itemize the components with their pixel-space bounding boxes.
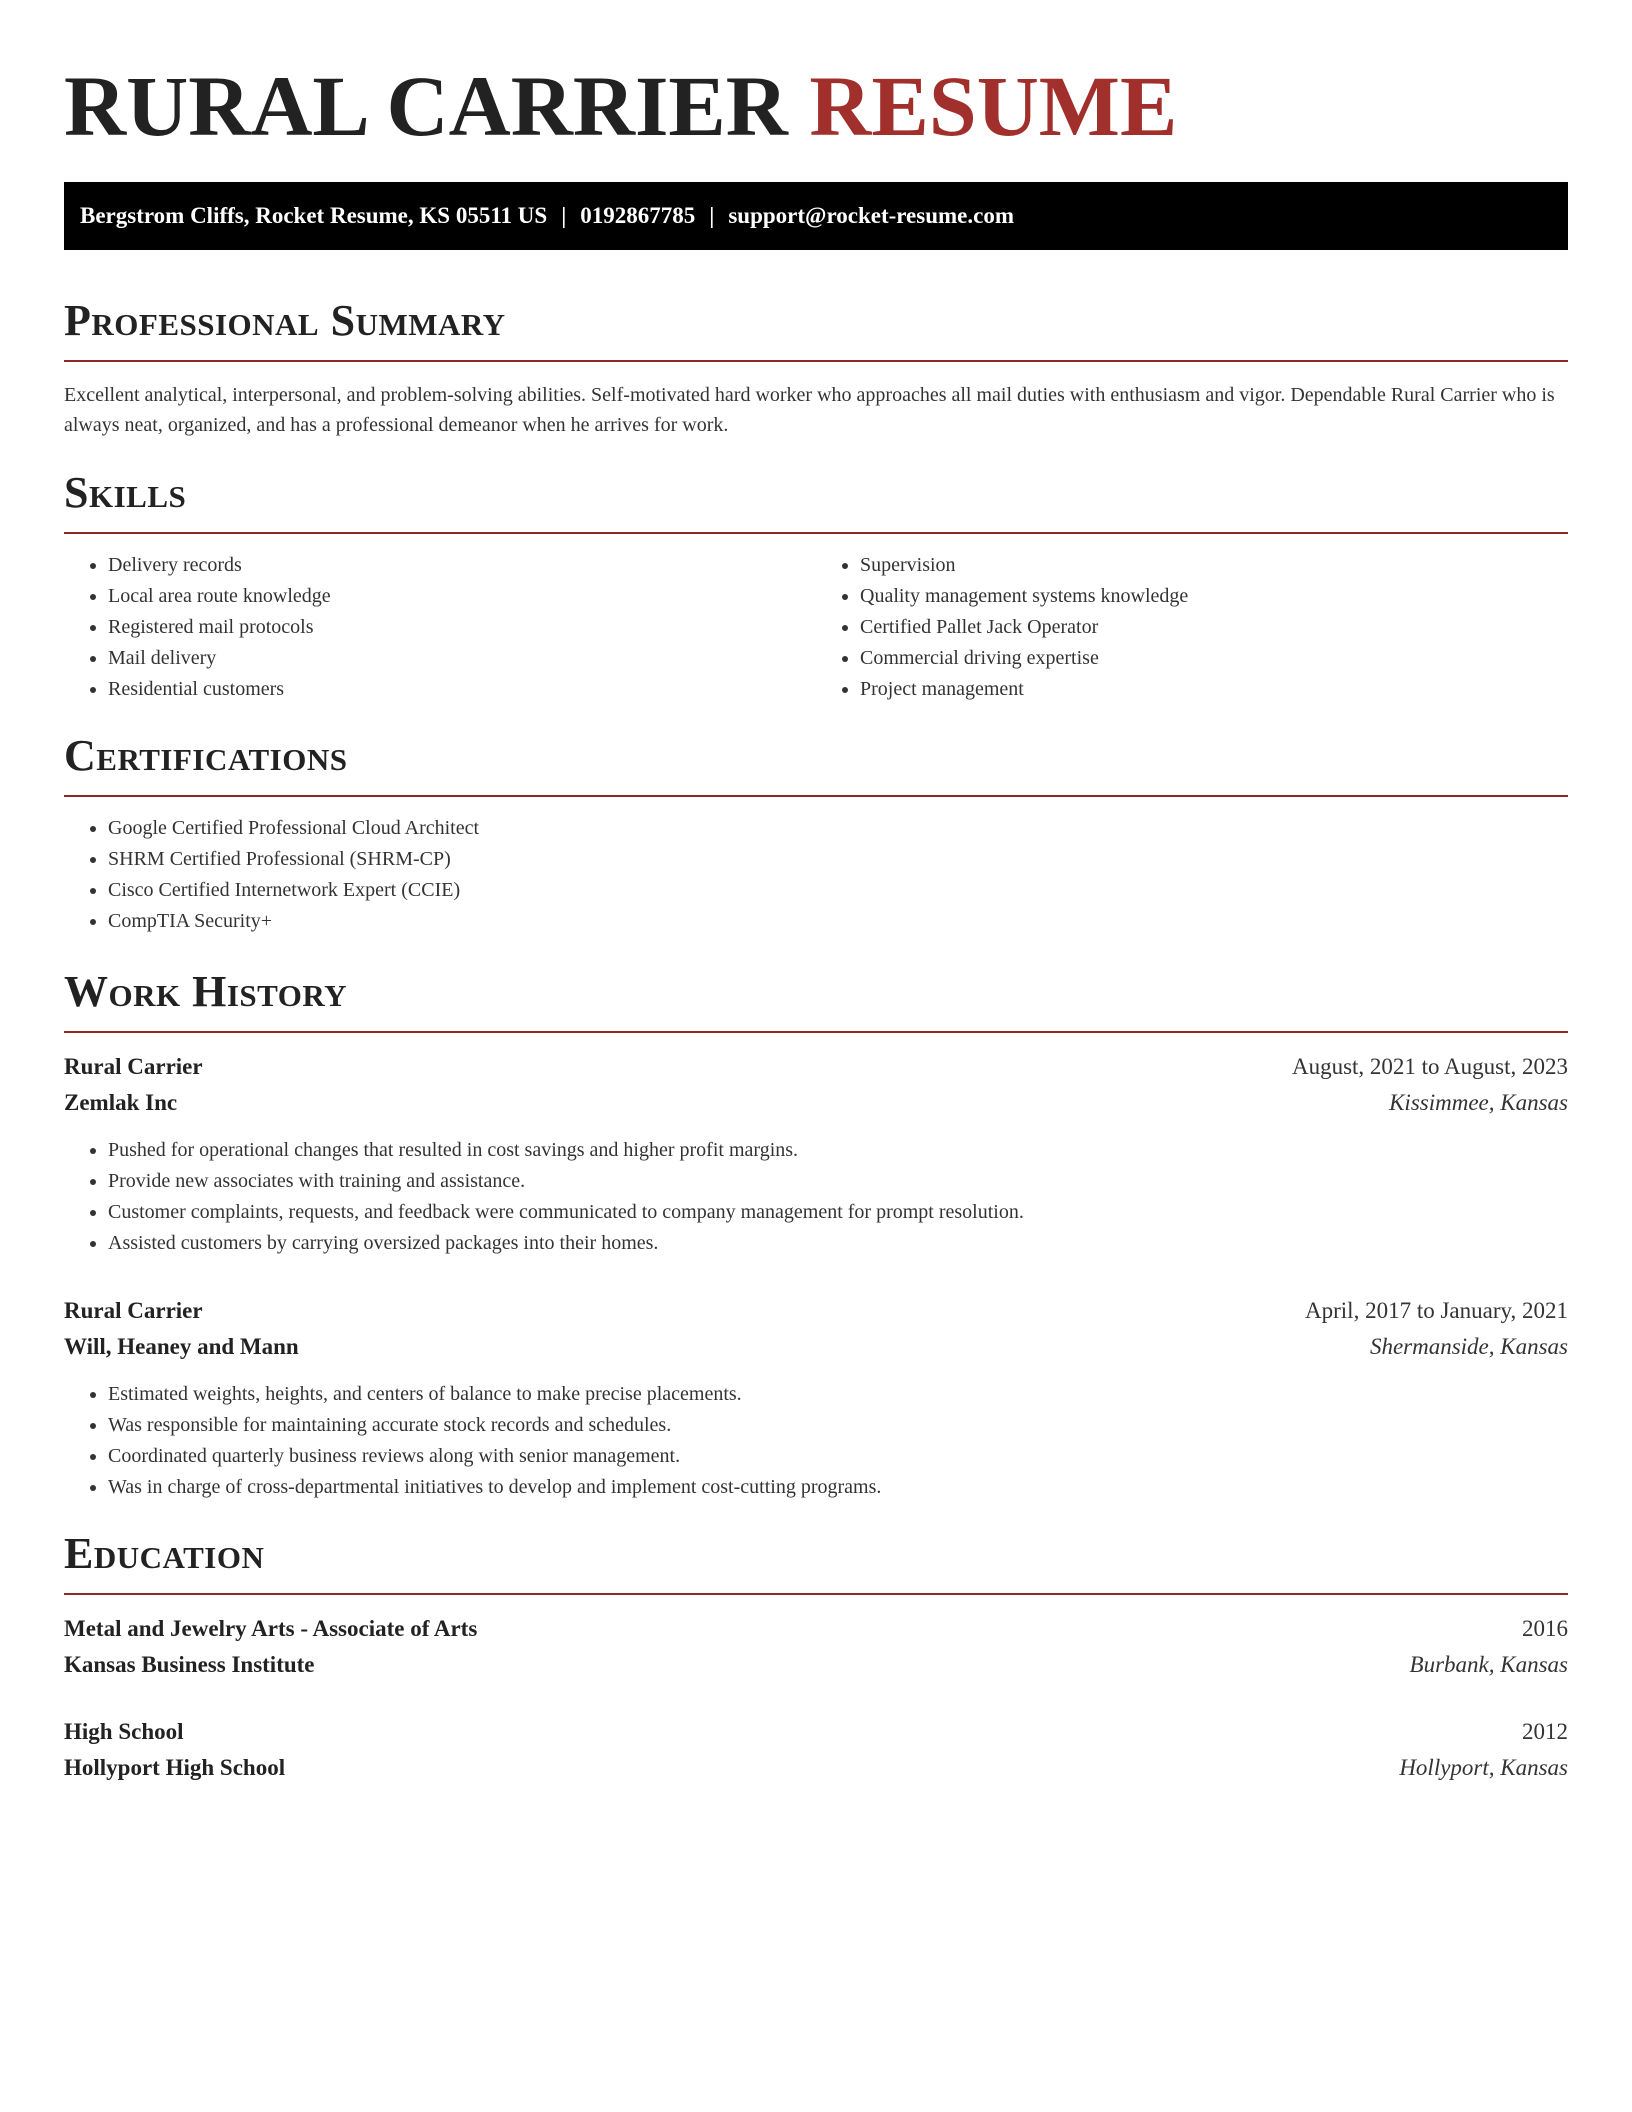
certifications-list — [64, 813, 1568, 937]
certifications-section — [64, 731, 1568, 937]
section-title-summary: Professional Summary — [64, 296, 506, 345]
contact-separator: | — [561, 203, 567, 228]
education-degree: Metal and Jewelry Arts - Associate of Arts — [64, 1616, 478, 1641]
list-item: • Pushed for operational changes that resulted in cost savings and higher profit margins. — [108, 1135, 1568, 1166]
section-title-certifications: Certifications — [64, 731, 348, 780]
section-divider — [64, 360, 1568, 362]
education-degree-row — [64, 1611, 1568, 1647]
education-location: Burbank, Kansas — [1409, 1652, 1568, 1677]
skills-list-left — [64, 550, 816, 705]
list-item: • SHRM Certified Professional (SHRM-CP) — [108, 844, 1568, 875]
job-title: Rural Carrier — [64, 1298, 203, 1323]
section-divider — [64, 1593, 1568, 1595]
list-item: • CompTIA Security+ — [108, 906, 1568, 937]
job-duties-list — [64, 1379, 1568, 1503]
education-section — [64, 1529, 1568, 1786]
job-header-row — [64, 1293, 1568, 1329]
education-entry — [64, 1611, 1568, 1683]
list-item: • Provide new associates with training and assistance. — [108, 1166, 1568, 1197]
education-year: 2016 — [1522, 1616, 1568, 1641]
education-school: Hollyport High School — [64, 1755, 286, 1780]
section-divider — [64, 1031, 1568, 1033]
education-school-row — [64, 1647, 1568, 1683]
skills-section — [64, 468, 1568, 705]
list-item: • Assisted customers by carrying oversized packages into their homes. — [108, 1228, 1568, 1259]
list-item: • Delivery records — [108, 550, 816, 581]
job-company: Zemlak Inc — [64, 1090, 178, 1115]
summary-text: Excellent analytical, interpersonal, and problem-solving abilities. Self-motivated hard worker who approaches all mail duties with enthusiasm and vigor. Dependable Rural Carrier who is always neat, organized, and has a professional demeanor when he arrives for work. — [64, 384, 1555, 436]
section-divider — [64, 795, 1568, 797]
contact-address: Bergstrom Cliffs, Rocket Resume, KS 05511 US — [80, 203, 548, 228]
job-location: Kissimmee, Kansas — [1389, 1090, 1568, 1115]
job-dates: August, 2021 to August, 2023 — [1291, 1054, 1568, 1079]
contact-bar — [64, 182, 1568, 250]
job-company: Will, Heaney and Mann — [64, 1334, 299, 1359]
list-item: • Supervision — [860, 550, 1568, 581]
list-item: • Mail delivery — [108, 643, 816, 674]
list-item: • Project management — [860, 674, 1568, 705]
job-header-row — [64, 1049, 1568, 1085]
title-job: RURAL CARRIER — [64, 58, 788, 154]
list-item: • Certified Pallet Jack Operator — [860, 612, 1568, 643]
education-entry — [64, 1714, 1568, 1786]
list-item: • Google Certified Professional Cloud Architect — [108, 813, 1568, 844]
job-company-row — [64, 1329, 1568, 1365]
list-item: • Was responsible for maintaining accurate stock records and schedules. — [108, 1410, 1568, 1441]
education-degree: High School — [64, 1719, 184, 1744]
education-degree-row — [64, 1714, 1568, 1750]
list-item: • Registered mail protocols — [108, 612, 816, 643]
contact-phone: 0192867785 — [580, 203, 696, 228]
list-item: • Customer complaints, requests, and feedback were communicated to company management for prompt resolution. — [108, 1197, 1568, 1228]
section-title-education: Education — [64, 1529, 265, 1578]
education-school: Kansas Business Institute — [64, 1652, 315, 1677]
contact-separator: | — [709, 203, 715, 228]
section-title-work-history: Work History — [64, 967, 348, 1016]
resume-title — [64, 0, 1568, 156]
section-title-skills: Skills — [64, 468, 187, 517]
education-year: 2012 — [1522, 1719, 1568, 1744]
job-dates: April, 2017 to January, 2021 — [1305, 1298, 1568, 1323]
education-location: Hollyport, Kansas — [1399, 1755, 1568, 1780]
section-divider — [64, 532, 1568, 534]
skills-columns — [64, 550, 1568, 705]
work-history-section — [64, 967, 1568, 1503]
list-item: • Was in charge of cross-departmental initiatives to develop and implement cost-cutting programs. — [108, 1472, 1568, 1503]
list-item: • Coordinated quarterly business reviews along with senior management. — [108, 1441, 1568, 1472]
job-entry — [64, 1293, 1568, 1503]
list-item: • Cisco Certified Internetwork Expert (CCIE) — [108, 875, 1568, 906]
education-school-row — [64, 1750, 1568, 1786]
list-item: • Estimated weights, heights, and centers of balance to make precise placements. — [108, 1379, 1568, 1410]
job-title: Rural Carrier — [64, 1054, 203, 1079]
list-item: • Commercial driving expertise — [860, 643, 1568, 674]
job-company-row — [64, 1085, 1568, 1121]
list-item: • Residential customers — [108, 674, 816, 705]
list-item: • Local area route knowledge — [108, 581, 816, 612]
job-entry — [64, 1049, 1568, 1259]
job-duties-list — [64, 1135, 1568, 1259]
summary-section — [64, 296, 1568, 440]
job-location: Shermanside, Kansas — [1369, 1334, 1568, 1359]
list-item: • Quality management systems knowledge — [860, 581, 1568, 612]
contact-email: support@rocket-resume.com — [728, 203, 1014, 228]
title-resume-word: RESUME — [809, 58, 1178, 154]
skills-list-right — [816, 550, 1568, 705]
